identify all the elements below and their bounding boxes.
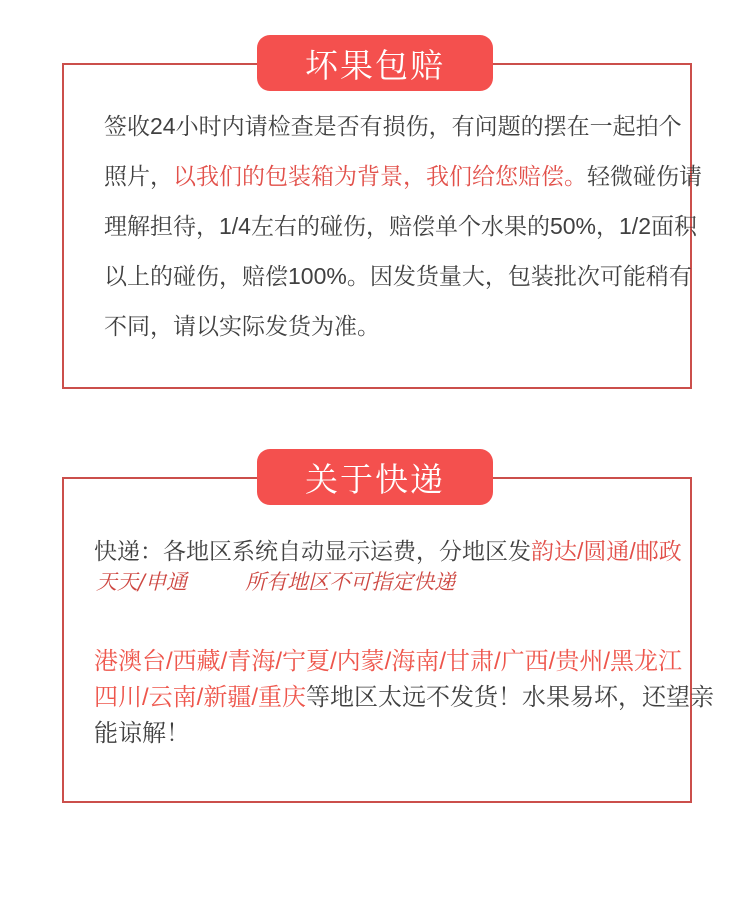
express-region-paragraph bbox=[64, 644, 715, 752]
express-note-line bbox=[64, 567, 690, 597]
text-segment: 以我们的包装箱为背景，我们给您赔偿。 bbox=[173, 163, 587, 189]
text-segment: 轻微碰伤请 bbox=[587, 163, 702, 189]
text-line bbox=[104, 201, 697, 251]
text-segment: 理解担待，1/4左右的碰伤，赔偿单个水果的50%，1/2面积 bbox=[104, 213, 697, 239]
text-segment: 等地区太远不发货！水果易坏，还望亲 bbox=[306, 684, 715, 711]
text-line bbox=[104, 101, 680, 151]
text-segment: 以上的碰伤，赔偿100%。因发货量大，包装批次可能稍有 bbox=[104, 263, 692, 289]
text-segment: 能谅解！ bbox=[94, 720, 190, 747]
guarantee-section bbox=[62, 63, 702, 389]
express-note-carriers: 天天/申通 bbox=[96, 570, 188, 594]
text-line bbox=[104, 151, 702, 201]
text-line bbox=[94, 644, 683, 680]
text-segment: 港澳台/西藏/青海/宁夏/内蒙/海南/甘肃/广西/贵州/黑龙江 bbox=[94, 648, 683, 675]
text-line bbox=[94, 716, 680, 752]
text-segment: 不同，请以实际发货为准。 bbox=[104, 313, 380, 339]
express-banner bbox=[257, 449, 493, 505]
express-banner-label: 关于快递 bbox=[305, 460, 445, 498]
text-segment: 快递：各地区系统自动显示运费，分地区发 bbox=[94, 538, 531, 564]
text-segment: 照片， bbox=[104, 163, 173, 189]
text-segment: 韵达/圆通/邮政 bbox=[531, 538, 682, 564]
express-note-text: 所有地区不可指定快递 bbox=[245, 570, 456, 594]
text-line bbox=[94, 680, 715, 716]
guarantee-banner-label: 坏果包赔 bbox=[305, 46, 445, 84]
text-line bbox=[94, 535, 680, 567]
text-line bbox=[104, 251, 692, 301]
text-line bbox=[104, 301, 680, 351]
text-segment: 签收24小时内请检查是否有损伤，有问题的摆在一起拍个 bbox=[104, 113, 682, 139]
express-section bbox=[62, 477, 715, 803]
text-segment: 四川/云南/新疆/重庆 bbox=[94, 684, 307, 711]
guarantee-banner bbox=[257, 35, 493, 91]
guarantee-text bbox=[64, 65, 702, 351]
